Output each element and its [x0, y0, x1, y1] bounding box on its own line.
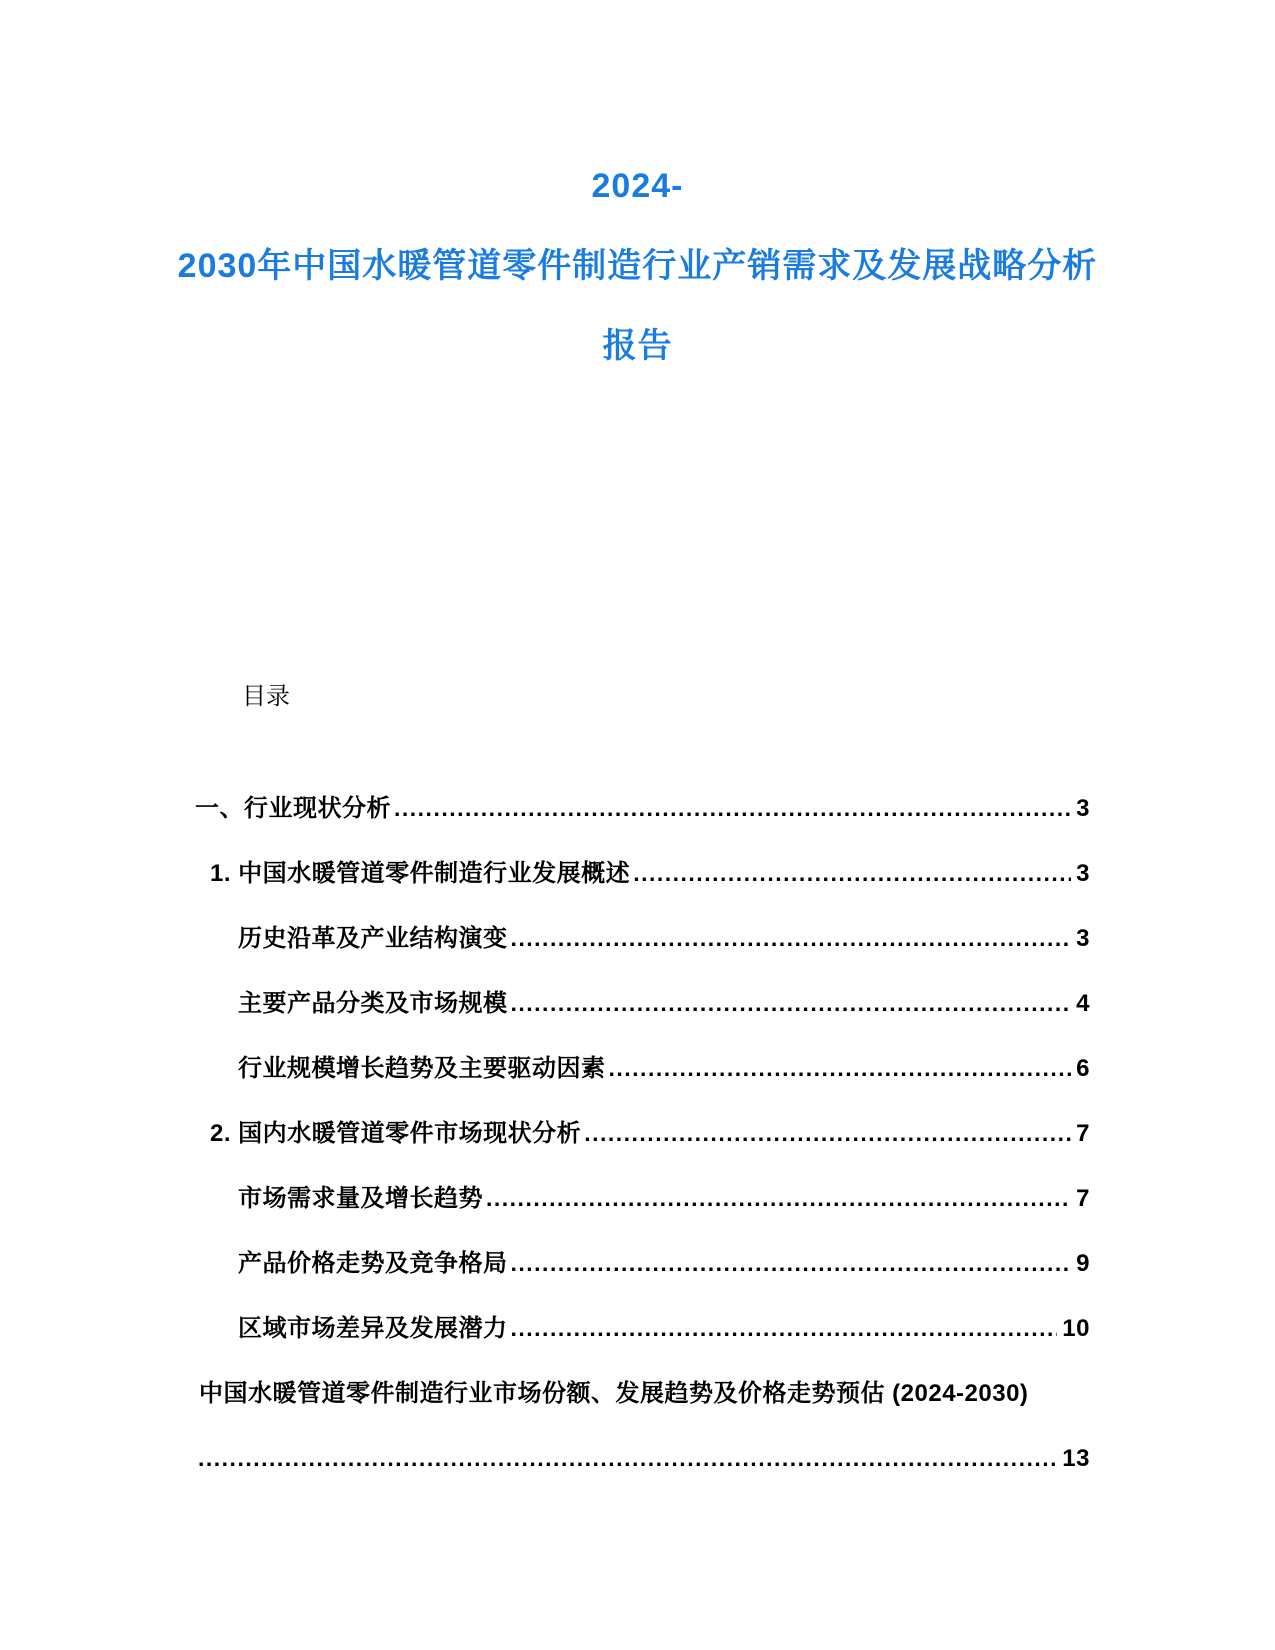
report-title-line2: 2030年中国水暖管道零件制造行业产销需求及发展战略分析 [177, 247, 1098, 285]
toc-page-number: 6 [1076, 1055, 1090, 1082]
toc-page-number: 4 [1076, 990, 1090, 1017]
toc-item [195, 1361, 1090, 1426]
report-title-line1: 2024- [591, 167, 684, 205]
toc-page-number: 9 [1076, 1250, 1090, 1277]
toc-item-text: 市场需求量及增长趋势 [238, 1185, 483, 1212]
toc-leader-dots [609, 1036, 1072, 1101]
report-title-line3: 报告 [602, 327, 673, 365]
toc-leader-dots [584, 1101, 1071, 1166]
toc-heading: 目录 [242, 683, 290, 710]
toc-item-text: 产品价格走势及竞争格局 [238, 1250, 508, 1277]
toc-leader-dots [511, 1231, 1072, 1296]
toc-item-text: 区域市场差异及发展潜力 [238, 1315, 508, 1342]
toc-page-number: 3 [1076, 925, 1090, 952]
toc-item-text: 2. 国内水暖管道零件市场现状分析 [210, 1120, 582, 1147]
toc-leader-dots [486, 1166, 1071, 1231]
toc-item [195, 841, 1090, 906]
report-title [0, 0, 1275, 386]
toc-page-number: 7 [1076, 1185, 1090, 1212]
toc-page-number: 7 [1076, 1120, 1090, 1147]
toc-page-number: 13 [1062, 1445, 1090, 1472]
toc-item [195, 1426, 1090, 1491]
toc-item [195, 1101, 1090, 1166]
toc-item-text: 历史沿革及产业结构演变 [238, 925, 508, 952]
toc-item-text: 行业规模增长趋势及主要驱动因素 [238, 1055, 606, 1082]
toc-leader-dots [511, 1296, 1058, 1361]
toc-leader-dots [633, 841, 1071, 906]
toc-item [195, 1166, 1090, 1231]
toc-item [195, 1036, 1090, 1101]
toc-list [195, 776, 1090, 1491]
toc-item-text: 主要产品分类及市场规模 [238, 990, 508, 1017]
table-of-contents [195, 682, 1090, 1491]
toc-page-number: 10 [1062, 1315, 1090, 1342]
toc-item [195, 776, 1090, 841]
toc-leader-dots [511, 906, 1072, 971]
toc-item [195, 1296, 1090, 1361]
toc-leader-dots [511, 971, 1072, 1036]
toc-item [195, 971, 1090, 1036]
toc-item [195, 906, 1090, 971]
toc-leader-dots [198, 1426, 1057, 1491]
toc-item-text: 中国水暖管道零件制造行业市场份额、发展趋势及价格走势预估 (2024-2030) [199, 1380, 1029, 1407]
toc-leader-dots [394, 776, 1071, 841]
toc-page-number: 3 [1076, 860, 1090, 887]
toc-page-number: 3 [1076, 795, 1090, 822]
toc-item [195, 1231, 1090, 1296]
toc-item-text: 1. 中国水暖管道零件制造行业发展概述 [210, 860, 631, 887]
toc-item-text: 一、行业现状分析 [195, 795, 391, 822]
